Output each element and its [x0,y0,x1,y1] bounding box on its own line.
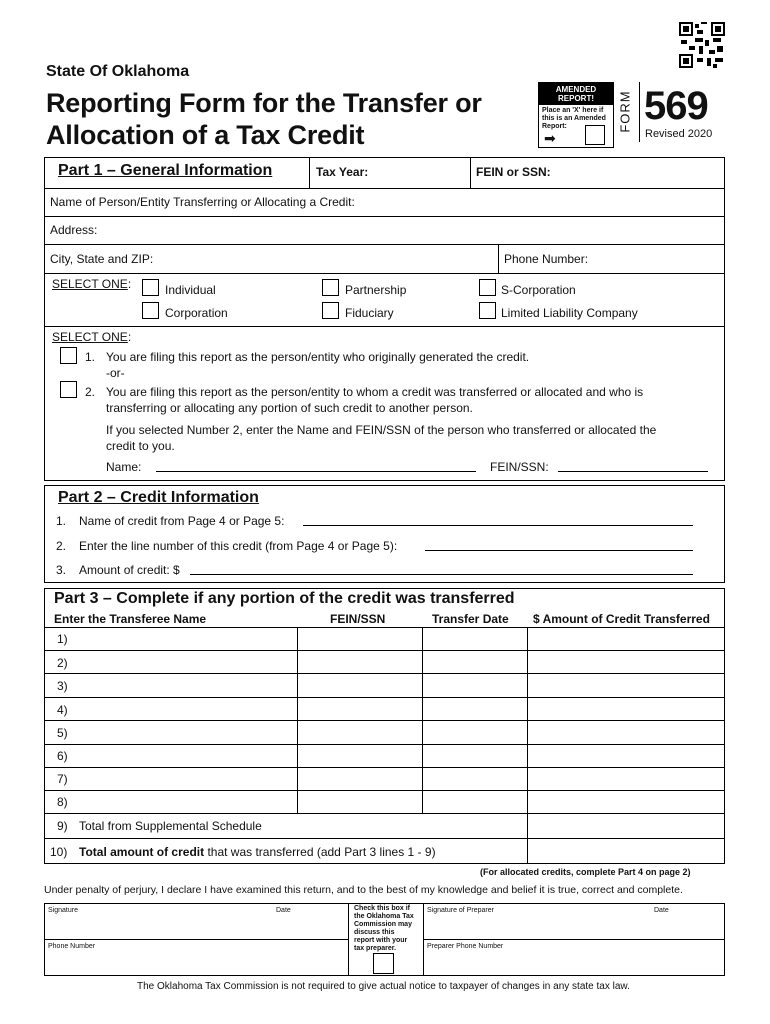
column-header-name: Enter the Transferee Name [54,612,207,626]
fein-ssn-field[interactable] [552,160,722,184]
part1-title: Part 1 – General Information [58,162,273,179]
allocated-note: (For allocated credits, complete Part 4 on page 2) [480,867,691,877]
page-title [46,87,482,151]
preparer-phone-label: Preparer Phone Number [427,943,504,950]
s-corporation-label: S-Corporation [501,283,576,297]
tax-year-label: Tax Year: [316,165,369,179]
table-row: 8) [57,795,68,809]
or-text: -or- [106,366,125,380]
part2-line3-label: Amount of credit: $ [79,563,180,577]
option1-checkbox[interactable] [60,347,77,364]
option1-number: 1. [85,350,96,364]
llc-label: Limited Liability Company [501,306,638,320]
preparer-signature-label: Signature of Preparer [427,907,494,914]
table-row: 2) [57,656,68,670]
part2-line2-number: 2. [56,539,67,553]
city-label: City, State and ZIP: [50,252,154,266]
transferor-name-field[interactable] [156,461,476,472]
city-field[interactable] [160,247,495,269]
part2-line2-label: Enter the line number of this credit (from Page 4 or Page 5): [79,539,398,553]
phone-field[interactable] [596,247,722,269]
llc-checkbox[interactable] [479,302,496,319]
row10-number: 10) [50,845,68,859]
select-one-label-2: SELECT ONE: [52,330,132,344]
title-line-2: Allocation of a Tax Credit [46,120,365,150]
amended-checkbox[interactable] [585,125,605,145]
amended-text: Place an 'X' here if this is an Amended Report: [542,107,606,130]
title-line-1: Reporting Form for the Transfer or [46,88,482,118]
column-header-date: Transfer Date [432,612,509,626]
option1-text: You are filing this report as the person/entity who originally generated the credit. [106,350,530,364]
credit-line-field[interactable] [425,540,693,551]
option2-line1: You are filing this report as the person/entity to whom a credit was transferred or allocated and who is [106,385,644,399]
fein-ssn-label: FEIN or SSN: [476,165,551,179]
part3-title: Part 3 – Complete if any portion of the credit was transferred [54,590,515,607]
date-label: Date [276,907,291,914]
partnership-label: Partnership [345,283,407,297]
qr-code [679,22,725,68]
name-label: Name of Person/Entity Transferring or Allocating a Credit: [50,195,355,209]
part2-line1-label: Name of credit from Page 4 or Page 5: [79,514,285,528]
preparer-date-label: Date [654,907,669,914]
corporation-checkbox[interactable] [142,302,159,319]
table-row: 4) [57,703,68,717]
table-row: 5) [57,726,68,740]
row9-number: 9) [57,819,68,833]
row9-label: Total from Supplemental Schedule [79,819,262,833]
fiduciary-label: Fiduciary [345,306,394,320]
transferor-fein-label: FEIN/SSN: [490,460,549,474]
part2-line3-number: 3. [56,563,67,577]
preparer-discuss-checkbox[interactable] [373,953,394,974]
partnership-checkbox[interactable] [322,279,339,296]
address-label: Address: [50,223,98,237]
revised-date: Revised 2020 [645,128,713,140]
select-one-label: SELECT ONE: [52,277,132,291]
phone-number-label: Phone Number [48,943,96,950]
amended-report-box [538,82,614,148]
transferor-name-label: Name: [106,460,142,474]
individual-label: Individual [165,283,216,297]
row10-label: Total amount of credit that was transferred (add Part 3 lines 1 - 9) [79,845,436,859]
individual-checkbox[interactable] [142,279,159,296]
form-number: 569 [644,84,708,128]
address-field[interactable] [104,219,722,241]
footer-notice: The Oklahoma Tax Commission is not required to give actual notice to taxpayer of changes in any state tax law. [137,981,630,992]
if-line1: If you selected Number 2, enter the Name and FEIN/SSN of the person who transferred or allocated the [106,423,657,437]
table-row: 7) [57,772,68,786]
corporation-label: Corporation [165,306,228,320]
table-row: 1) [57,632,68,646]
column-header-fein: FEIN/SSN [330,612,386,626]
option2-line2: transferring or allocating any portion of such credit to another person. [106,401,473,415]
s-corporation-checkbox[interactable] [479,279,496,296]
signature-label: Signature [48,907,78,914]
fiduciary-checkbox[interactable] [322,302,339,319]
tax-year-field[interactable] [365,160,465,184]
amended-title: AMENDED REPORT! [539,83,613,105]
perjury-statement: Under penalty of perjury, I declare I have examined this return, and to the best of my knowledge and belief it is true, correct and complete. [44,884,683,896]
option2-number: 2. [85,385,96,399]
if-line2: credit to you. [106,439,175,453]
table-row: 6) [57,749,68,763]
preparer-check-text: Check this box if the Oklahoma Tax Commission may discuss this report with your tax preparer. [354,905,414,952]
credit-amount-field[interactable] [190,564,693,575]
part2-title: Part 2 – Credit Information [58,489,259,506]
part2-line1-number: 1. [56,514,67,528]
form-word: FORM [617,90,633,133]
option2-checkbox[interactable] [60,381,77,398]
phone-label: Phone Number: [504,252,589,266]
transferor-fein-field[interactable] [558,461,708,472]
table-row: 3) [57,679,68,693]
name-field[interactable] [372,191,722,213]
column-header-amount: $ Amount of Credit Transferred [533,612,710,626]
credit-name-field[interactable] [303,515,693,526]
arrow-right-icon: ➡ [544,130,556,146]
state-name: State Of Oklahoma [46,63,190,80]
